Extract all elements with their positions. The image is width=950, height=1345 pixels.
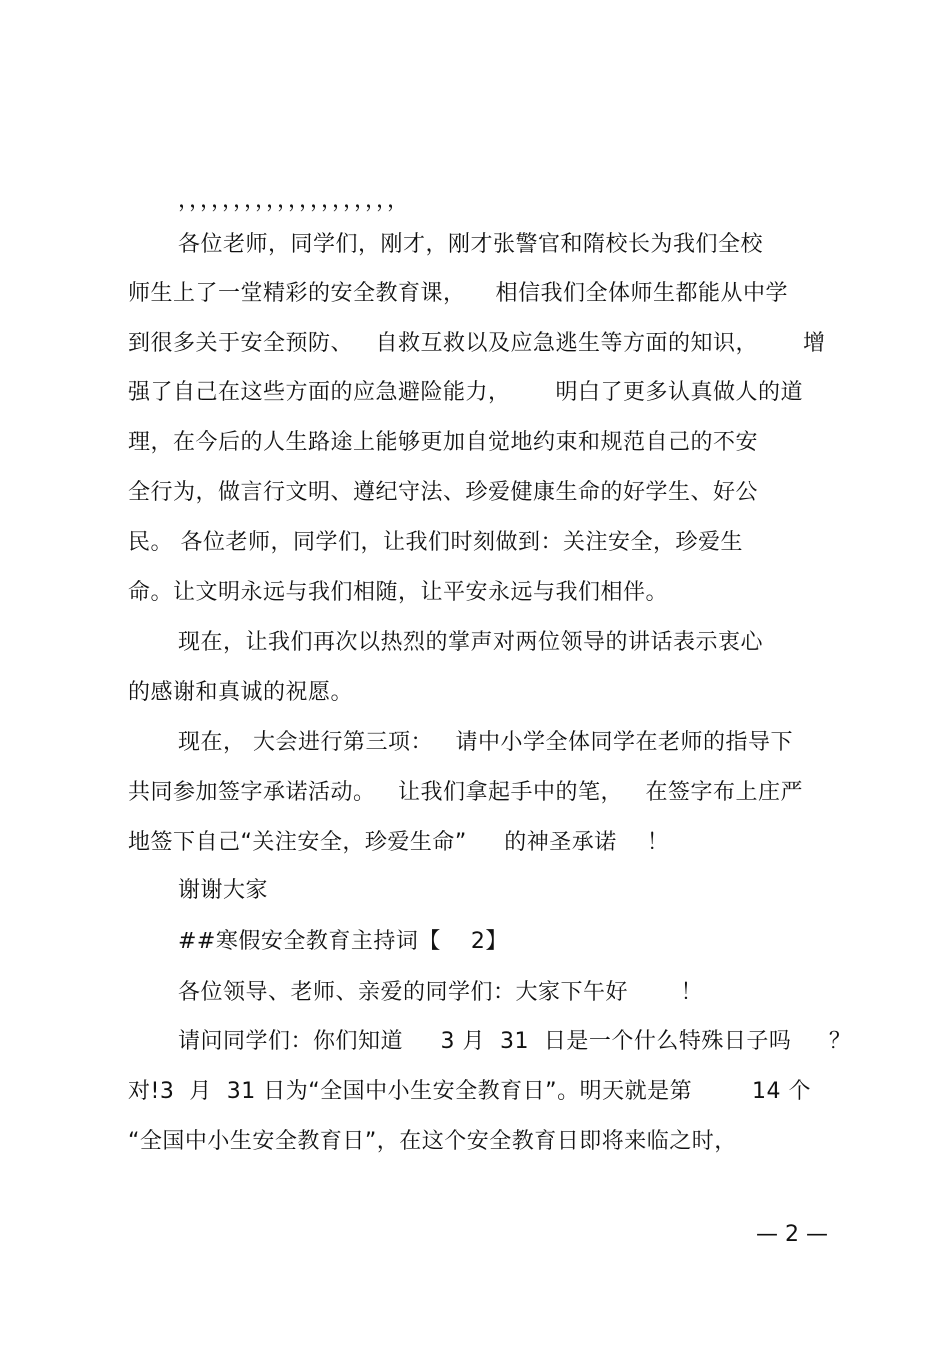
paragraph-line: 请问同学们：你们知道 3 月 31 日是一个什么特殊日子吗 ？ <box>178 1029 852 1054</box>
paragraph-line: 理，在今后的人生路途上能够更加自觉地约束和规范自己的不安 <box>128 430 759 455</box>
paragraph-line: 的感谢和真诚的祝愿。 <box>128 680 354 705</box>
paragraph-line: 民。 各位老师，同学们，让我们时刻做到：关注安全，珍爱生 <box>128 530 743 555</box>
paragraph-line: “全国中小生安全教育日”，在这个安全教育日即将来临之时， <box>128 1129 737 1154</box>
paragraph-line: 师生上了一堂精彩的安全教育课， 相信我们全体师生都能从中学 <box>128 281 788 306</box>
paragraph-line: 命。让文明永远与我们相随，让平安永远与我们相伴。 <box>128 580 669 605</box>
paragraph-line: 谢谢大家 <box>178 878 269 903</box>
paragraph-line: 强了自己在这些方面的应急避险能力， 明白了更多认真做人的道 <box>128 380 803 405</box>
page-number: — 2 — <box>756 1222 828 1247</box>
paragraph-line: 现在，让我们再次以热烈的掌声对两位领导的讲话表示衷心 <box>178 630 764 655</box>
paragraph-line: 对!3 月 31 日为“全国中小生安全教育日”。明天就是第 14 个 <box>128 1079 812 1104</box>
paragraph-line: 现在， 大会进行第三项： 请中小学全体同学在老师的指导下 <box>178 730 793 755</box>
paragraph-line: 全行为，做言行文明、遵纪守法、珍爱健康生命的好学生、好公 <box>128 480 759 505</box>
paragraph-line: 地签下自己“关注安全，珍爱生命” 的神圣承诺 ！ <box>128 830 670 855</box>
comma-row: ，，，，，，，，，，，，，，，，，，，， <box>178 188 410 213</box>
paragraph-line: 各位领导、老师、亲爱的同学们：大家下午好 ！ <box>178 980 703 1005</box>
paragraph-line: 共同参加签字承诺活动。 让我们拿起手中的笔， 在签字布上庄严 <box>128 780 803 805</box>
paragraph-line: 各位老师，同学们，刚才，刚才张警官和隋校长为我们全校 <box>178 232 764 257</box>
section-heading: ##寒假安全教育主持词【 2】 <box>178 929 508 954</box>
paragraph-line: 到很多关于安全预防、 自救互救以及应急逃生等方面的知识， 增 <box>128 331 826 356</box>
